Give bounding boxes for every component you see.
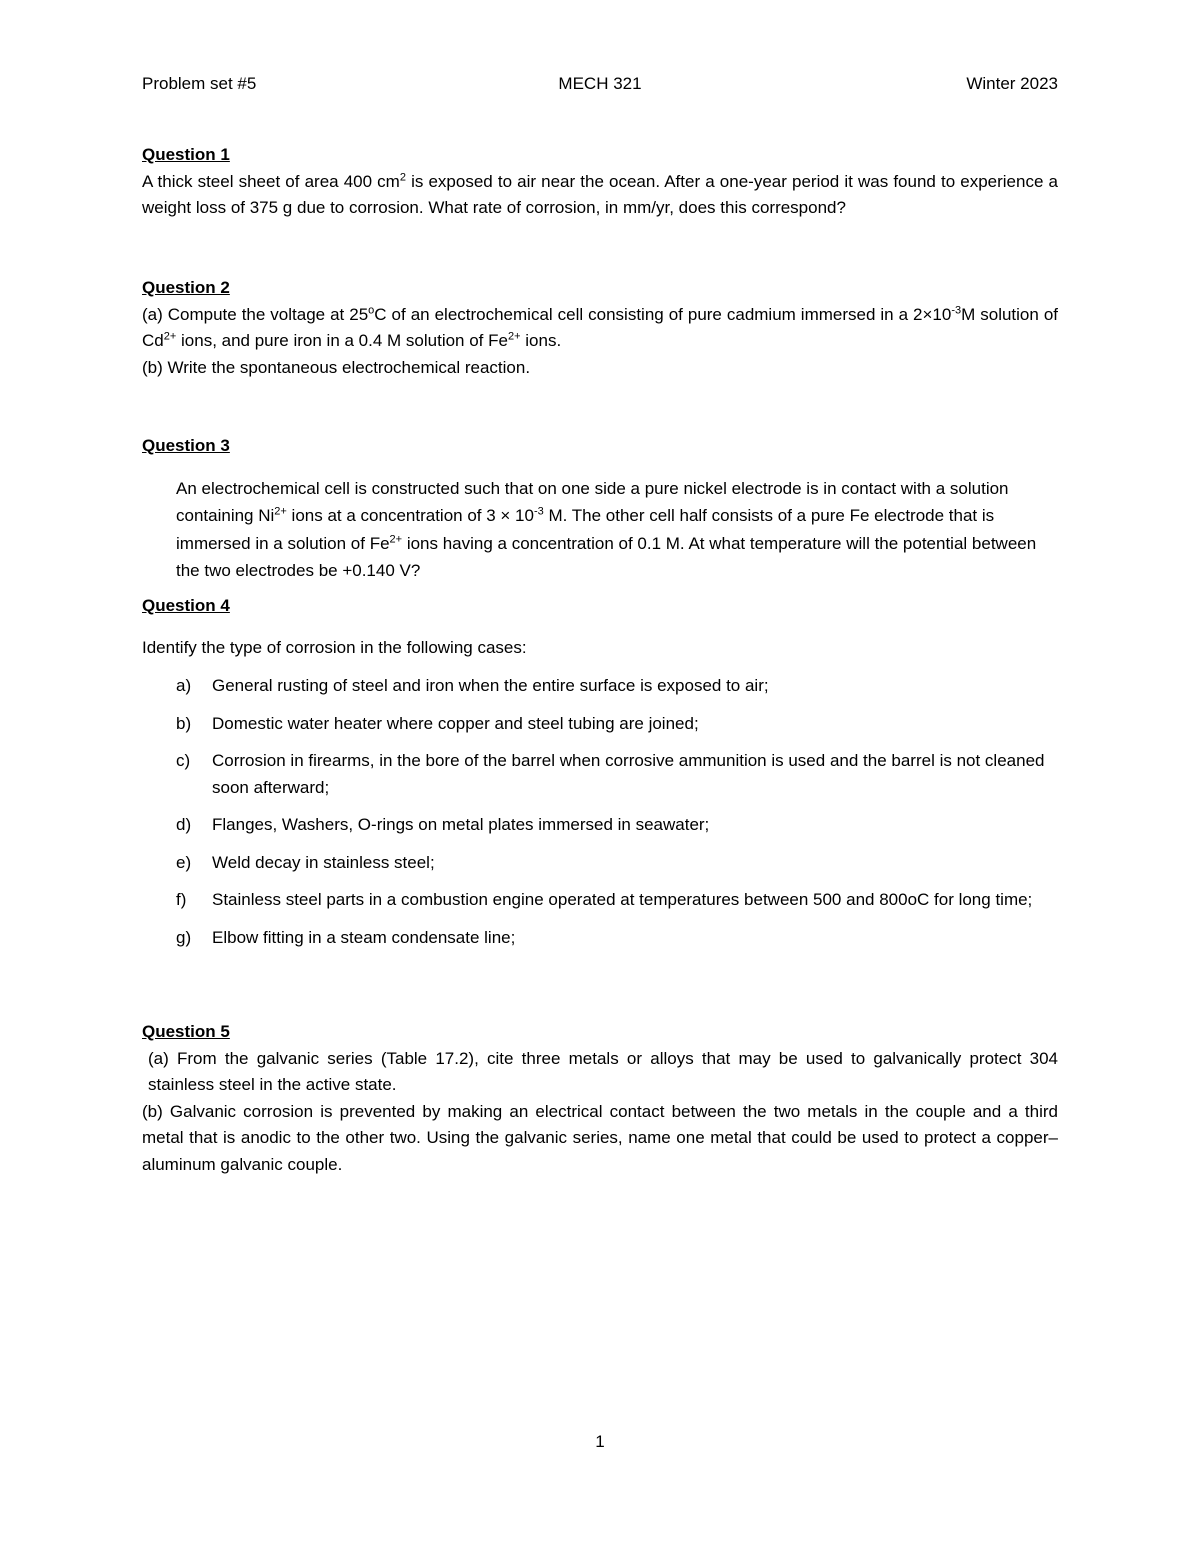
question-5-part-b: (b) Galvanic corrosion is prevented by making an electrical contact between the two metals in the couple and a third metal that is anodic to the other two. Using the galvanic series, name one metal that could be used to protect a copper–aluminum galvanic couple. xyxy=(142,1101,1058,1174)
question-1-text: A thick steel sheet of area 400 $cm^2$ is exposed to air near the ocean. After a one-year period it was found to experience a weight loss of 375 g due to corrosion. What rate of corrosion, in mm/yr, does this correspond? xyxy=(142,170,1058,217)
question-1 xyxy=(142,142,1058,222)
question-4 xyxy=(142,593,1058,962)
list-item: f) Stainless steel parts in a combustion engine operated at temperatures between 500 and 800oC for long time; xyxy=(142,887,1058,914)
question-5-title: Question 5 xyxy=(142,1022,230,1041)
question-5-part-a: (a) From the galvanic series (Table 17.2), cite three metals or alloys that may be used to galvanically protect 304 stainless steel in the active state. xyxy=(148,1048,1058,1094)
list-item: c) Corrosion in firearms, in the bore of the barrel when corrosive ammunition is used and the barrel is not cleaned soon afterward; xyxy=(142,748,1058,801)
question-4-intro: Identify the type of corrosion in the following cases: xyxy=(142,637,527,657)
question-2-part-b: (b) Write the spontaneous electrochemical reaction. xyxy=(142,357,531,377)
page-number: 1 xyxy=(595,1432,605,1451)
question-1-title: Question 1 xyxy=(142,145,230,164)
list-item: a) General rusting of steel and iron when the entire surface is exposed to air; xyxy=(142,673,1058,700)
list-marker: a) xyxy=(176,676,192,695)
header-left: Problem set #5 xyxy=(142,74,257,93)
question-3-text: An electrochemical cell is constructed such that on one side a pure nickel electrode is in contact with a solution containing $Ni^{2+}$ ions at a concentration of $3 \times 10^{-3}$ M. The other cell half consists of a pure Fe electrode that is immersed in a solution of $Fe^{2+}$ ions having a concentration of 0.1 M. At what temperature will the potential between the two electrodes be +0.140 V? xyxy=(176,478,1037,580)
header-right: Winter 2023 xyxy=(966,74,1058,93)
question-2 xyxy=(142,275,1058,381)
question-5 xyxy=(142,1019,1058,1178)
list-item: e) Weld decay in stainless steel; xyxy=(142,850,1058,877)
list-marker: f) xyxy=(176,890,187,909)
header-center: MECH 321 xyxy=(558,74,642,93)
list-marker: b) xyxy=(176,713,192,733)
list-item: g) Elbow fitting in a steam condensate line; xyxy=(142,925,1058,952)
question-4-list xyxy=(142,673,1058,951)
page-header xyxy=(142,74,1058,100)
list-marker: d) xyxy=(176,815,192,834)
question-3 xyxy=(142,433,1058,585)
list-marker: e) xyxy=(176,852,192,872)
list-item: b) Domestic water heater where copper and steel tubing are joined; xyxy=(142,711,1058,738)
question-4-title: Question 4 xyxy=(142,596,230,615)
list-marker: c) xyxy=(176,751,191,770)
list-item: d) Flanges, Washers, O-rings on metal plates immersed in seawater; xyxy=(142,812,1058,839)
question-2-part-a: (a) Compute the voltage at 25$^o$C of an electrochemical cell consisting of pure cadmium immersed in a $2\times 10^{-3}M$ solution of $Cd^{2+}$ ions, and pure iron in a 0.4 M solution of $Fe^{2+}$ ions. xyxy=(142,303,1058,350)
list-marker: g) xyxy=(176,927,192,947)
question-2-title: Question 2 xyxy=(142,278,230,297)
question-3-title: Question 3 xyxy=(142,436,230,455)
